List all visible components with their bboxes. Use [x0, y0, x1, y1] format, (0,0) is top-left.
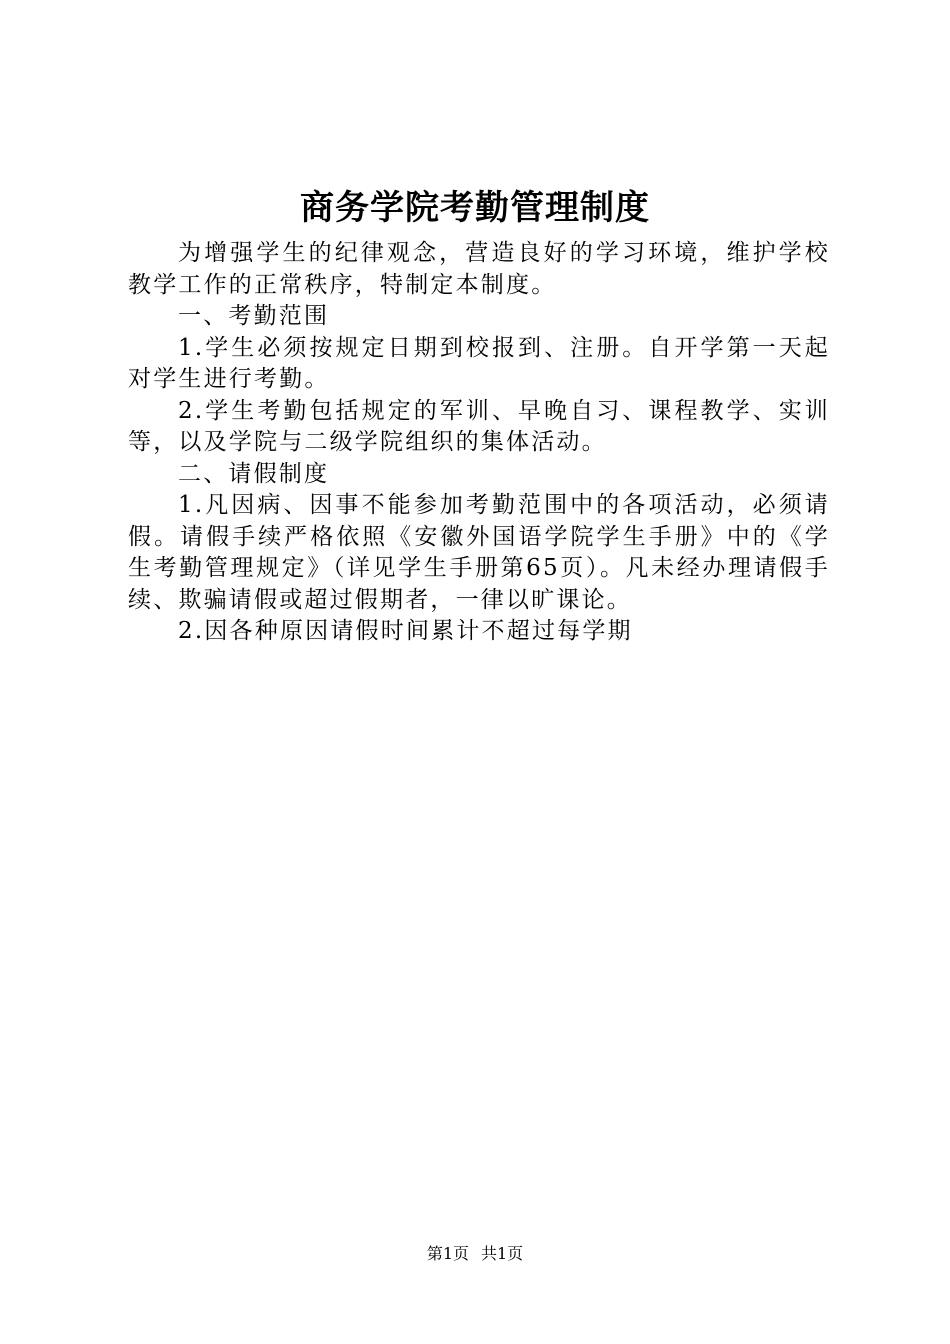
paragraph: 2.因各种原因请假时间累计不超过每学期 — [178, 618, 633, 644]
page-number-total: 共1页 — [481, 1244, 524, 1263]
document-title: 商务学院考勤管理制度 — [300, 188, 650, 228]
paragraph: 为增强学生的纪律观念，营造良好的学习环境，维护学校教学工作的正常秩序，特制定本制度。 — [128, 240, 830, 298]
section-heading: 一、考勤范围 — [178, 303, 330, 329]
paragraph: 1.学生必须按规定日期到校报到、注册。自开学第一天起对学生进行考勤。 — [128, 334, 830, 392]
page-number-current: 第1页 — [426, 1244, 469, 1263]
paragraph: 1.凡因病、因事不能参加考勤范围中的各项活动，必须请假。请假手续严格依照《安徽外国语学院学生手册》中的《学生考勤管理规定》（详见学生手册第65页）。凡未经办理请假手续、欺骗请假或超过假期者，一律以旷课论。 — [128, 492, 830, 613]
document-body — [128, 238, 830, 648]
page-footer — [0, 1243, 950, 1265]
paragraph: 2.学生考勤包括规定的军训、早晚自习、课程教学、实训等，以及学院与二级学院组织的集体活动。 — [128, 397, 830, 455]
section-heading: 二、请假制度 — [178, 460, 330, 487]
